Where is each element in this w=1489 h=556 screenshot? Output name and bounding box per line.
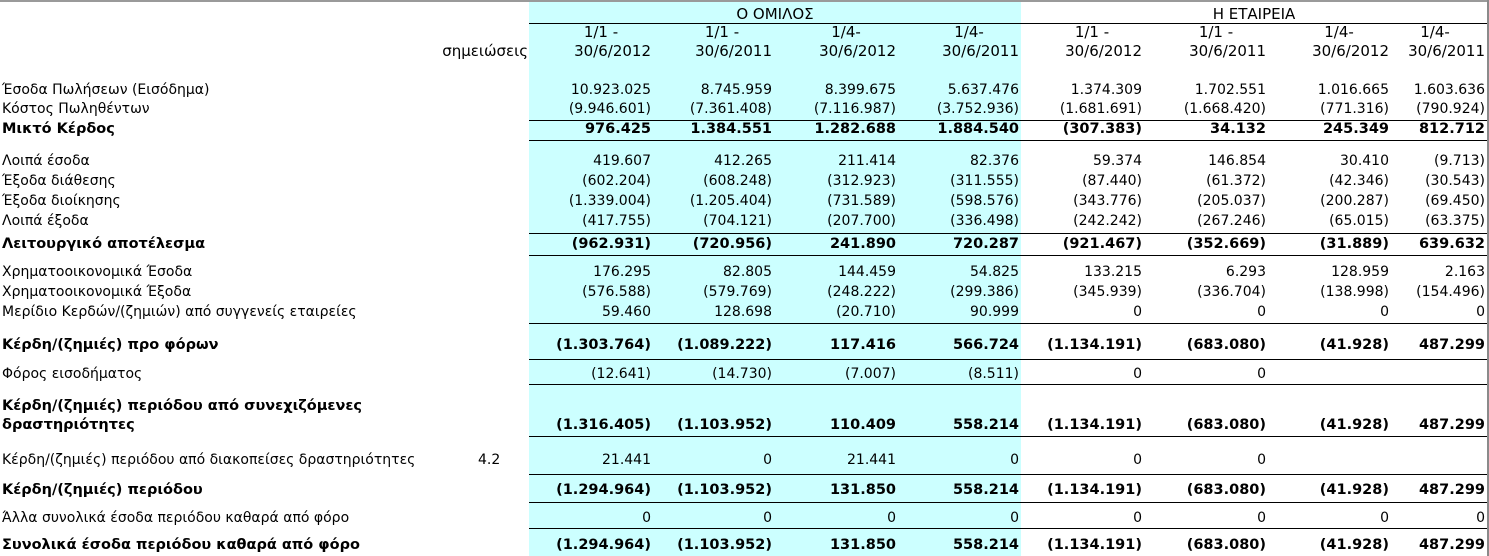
row-value-cell: 10.923.025	[570, 82, 651, 98]
row-value-cell: (138.998)	[1320, 284, 1389, 300]
row-value-cell: 59.374	[1093, 153, 1142, 169]
column-header-line: 30/6/2011	[1408, 42, 1485, 60]
row-value-cell: 0	[763, 510, 772, 526]
row-value-cell: 21.441	[602, 452, 651, 468]
row-value-cell: (1.205.404)	[689, 193, 772, 209]
row-value-cell: (1.134.191)	[1047, 482, 1142, 498]
row-label: Κέρδη/(ζημιές) προ φόρων	[2, 337, 219, 353]
row-value-cell: 0	[1476, 510, 1485, 526]
row-separator-line	[529, 233, 1487, 234]
row-value-cell: 117.416	[829, 337, 896, 353]
row-value-cell: 720.287	[952, 236, 1019, 252]
row-value-cell: (352.669)	[1186, 236, 1266, 252]
row-label: Έσοδα Πωλήσεων (Εισόδημα)	[2, 82, 210, 98]
row-label: Φόρος εισοδήματος	[2, 366, 143, 382]
row-value-cell: 2.163	[1444, 264, 1485, 280]
row-value-cell: 59.460	[602, 304, 651, 320]
group-title: Ο ΟΜΙΛΟΣ	[736, 5, 814, 23]
row-value-cell: (20.710)	[836, 304, 896, 320]
company-title: Η ΕΤΑΙΡΕΙΑ	[1212, 5, 1296, 23]
row-value-cell: 144.459	[838, 264, 896, 280]
row-value-cell: 558.214	[952, 482, 1019, 498]
row-label: Χρηματοοικονομικά Έξοδα	[2, 284, 192, 300]
column-header-line: 30/6/2012	[1065, 42, 1142, 60]
row-value-cell: (790.924)	[1416, 101, 1485, 117]
row-value-cell: 54.825	[970, 264, 1019, 280]
row-value-cell: 1.282.688	[814, 121, 896, 137]
column-header-line: 1/4-	[954, 23, 984, 41]
row-label: Κέρδη/(ζημιές) περιόδου	[2, 482, 203, 498]
row-value-cell: (683.080)	[1186, 537, 1266, 553]
row-value-cell: 812.712	[1418, 121, 1485, 137]
row-value-cell: 558.214	[952, 417, 1019, 433]
row-value-cell: (154.496)	[1416, 284, 1485, 300]
row-separator-line	[529, 384, 1487, 385]
row-value-cell: (42.346)	[1329, 173, 1389, 189]
row-value-cell: 133.215	[1084, 264, 1142, 280]
row-value-cell: (336.498)	[950, 213, 1019, 229]
row-value-cell: 34.132	[1210, 121, 1266, 137]
row-value-cell: 419.607	[593, 153, 651, 169]
row-value-cell: (311.555)	[950, 173, 1019, 189]
row-value-cell: (1.103.952)	[677, 537, 772, 553]
column-header-line: 1/4-	[1324, 23, 1354, 41]
row-value-cell: (598.576)	[950, 193, 1019, 209]
row-value-cell: 0	[887, 510, 896, 526]
row-value-cell: (683.080)	[1186, 482, 1266, 498]
row-value-cell: 566.724	[952, 337, 1019, 353]
row-value-cell: 8.399.675	[824, 82, 896, 98]
row-value-cell: 0	[1010, 510, 1019, 526]
row-value-cell: 0	[1476, 304, 1485, 320]
row-label: Λοιπά έξοδα	[2, 213, 89, 229]
column-header-line: 1/1 -	[1198, 23, 1234, 41]
column-header-line: 1/1 -	[704, 23, 740, 41]
row-value-cell: (608.248)	[703, 173, 772, 189]
column-header-line: 30/6/2011	[942, 42, 1019, 60]
row-label: Άλλα συνολικά έσοδα περιόδου καθαρά από φόρο	[2, 510, 350, 526]
row-value-cell: (207.700)	[827, 213, 896, 229]
row-value-cell: (242.242)	[1073, 213, 1142, 229]
row-value-cell: (576.588)	[582, 284, 651, 300]
row-value-cell: 128.698	[714, 304, 772, 320]
row-value-cell: 0	[1257, 304, 1266, 320]
row-value-cell: 0	[1133, 452, 1142, 468]
row-value-cell: (345.939)	[1073, 284, 1142, 300]
row-value-cell: 82.376	[970, 153, 1019, 169]
row-value-cell: 5.637.476	[947, 82, 1019, 98]
row-value-cell: 0	[1133, 366, 1142, 382]
row-note-ref: 4.2	[478, 452, 501, 468]
row-separator-line	[529, 502, 1487, 503]
row-value-cell: (1.681.691)	[1059, 101, 1142, 117]
row-value-cell: (683.080)	[1186, 417, 1266, 433]
row-value-cell: 176.295	[593, 264, 651, 280]
row-label: Έξοδα διάθεσης	[2, 173, 116, 189]
row-value-cell: (41.928)	[1319, 482, 1389, 498]
row-label: Χρηματοοικονομικά Έσοδα	[2, 264, 193, 280]
row-value-cell: 558.214	[952, 537, 1019, 553]
row-value-cell: (8.511)	[967, 366, 1019, 382]
row-value-cell: 131.850	[829, 537, 896, 553]
row-value-cell: 131.850	[829, 482, 896, 498]
row-value-cell: (921.467)	[1062, 236, 1142, 252]
notes-column-header: σημειώσεις	[442, 42, 528, 60]
row-value-cell: (602.204)	[582, 173, 651, 189]
column-header-line: 30/6/2012	[574, 42, 651, 60]
row-value-cell: 30.410	[1340, 153, 1389, 169]
row-value-cell: (771.316)	[1320, 101, 1389, 117]
row-value-cell: (1.134.191)	[1047, 337, 1142, 353]
row-value-cell: 128.959	[1331, 264, 1389, 280]
row-label: Κέρδη/(ζημιές) περιόδου από συνεχιζόμενες	[2, 398, 363, 414]
column-header-line: 30/6/2012	[819, 42, 896, 60]
row-value-cell: (267.246)	[1197, 213, 1266, 229]
row-value-cell: (65.015)	[1329, 213, 1389, 229]
row-value-cell: 110.409	[829, 417, 896, 433]
row-value-cell: 0	[1010, 452, 1019, 468]
row-separator-line	[529, 359, 1487, 360]
row-label: Λειτουργικό αποτέλεσμα	[2, 236, 206, 252]
row-value-cell: 8.745.959	[700, 82, 772, 98]
row-value-cell: (1.339.004)	[568, 193, 651, 209]
column-header-line: 1/1 -	[583, 23, 619, 41]
row-value-cell: (1.103.952)	[677, 417, 772, 433]
row-label-continued: δραστηριότητες	[2, 417, 135, 433]
row-value-cell: (41.928)	[1319, 537, 1389, 553]
row-value-cell: (61.372)	[1206, 173, 1266, 189]
row-value-cell: (579.769)	[703, 284, 772, 300]
row-value-cell: (7.361.408)	[689, 101, 772, 117]
row-label: Συνολικά έσοδα περιόδου καθαρά από φόρο	[2, 537, 360, 553]
row-value-cell: 0	[1133, 510, 1142, 526]
row-value-cell: 1.702.551	[1194, 82, 1266, 98]
row-value-cell: (1.134.191)	[1047, 417, 1142, 433]
row-value-cell: (9.713)	[1433, 153, 1485, 169]
row-separator-line	[529, 474, 1487, 475]
row-separator-line	[529, 323, 1487, 324]
row-value-cell: 0	[1257, 510, 1266, 526]
row-value-cell: (1.294.964)	[556, 537, 651, 553]
row-value-cell: 639.632	[1418, 236, 1485, 252]
row-value-cell: (1.303.764)	[556, 337, 651, 353]
row-value-cell: (12.641)	[591, 366, 651, 382]
row-value-cell: (962.931)	[571, 236, 651, 252]
row-value-cell: 211.414	[838, 153, 896, 169]
row-separator-line	[529, 140, 1487, 141]
column-header-line: 30/6/2012	[1312, 42, 1389, 60]
row-value-cell: 1.884.540	[937, 121, 1019, 137]
row-value-cell: 0	[1257, 366, 1266, 382]
column-header-line: 30/6/2011	[695, 42, 772, 60]
row-value-cell: 0	[763, 452, 772, 468]
row-value-cell: 0	[1133, 304, 1142, 320]
row-value-cell: 0	[1380, 510, 1389, 526]
row-value-cell: 21.441	[847, 452, 896, 468]
row-value-cell: (731.589)	[827, 193, 896, 209]
column-header-line: 30/6/2011	[1189, 42, 1266, 60]
row-value-cell: (312.923)	[827, 173, 896, 189]
row-value-cell: (63.375)	[1425, 213, 1485, 229]
row-value-cell: (299.386)	[950, 284, 1019, 300]
row-value-cell: 1.374.309	[1070, 82, 1142, 98]
row-value-cell: (87.440)	[1082, 173, 1142, 189]
row-value-cell: 1.384.551	[690, 121, 772, 137]
row-value-cell: (336.704)	[1197, 284, 1266, 300]
row-separator-line	[529, 436, 1487, 437]
row-value-cell: (720.956)	[692, 236, 772, 252]
row-value-cell: (1.134.191)	[1047, 537, 1142, 553]
row-value-cell: 1.603.636	[1413, 82, 1485, 98]
row-value-cell: (41.928)	[1319, 337, 1389, 353]
row-value-cell: (1.103.952)	[677, 482, 772, 498]
row-value-cell: (1.668.420)	[1183, 101, 1266, 117]
row-value-cell: 0	[1380, 304, 1389, 320]
row-value-cell: 146.854	[1208, 153, 1266, 169]
row-value-cell: (1.089.222)	[677, 337, 772, 353]
row-label: Κόστος Πωληθέντων	[2, 101, 150, 117]
row-value-cell: (200.287)	[1320, 193, 1389, 209]
row-value-cell: (248.222)	[827, 284, 896, 300]
row-value-cell: (3.752.936)	[936, 101, 1019, 117]
row-value-cell: 412.265	[714, 153, 772, 169]
row-value-cell: (9.946.601)	[568, 101, 651, 117]
column-header-line: 1/4-	[831, 23, 861, 41]
column-header-line: 1/4-	[1420, 23, 1450, 41]
row-value-cell: 241.890	[829, 236, 896, 252]
row-value-cell: (205.037)	[1197, 193, 1266, 209]
row-value-cell: (683.080)	[1186, 337, 1266, 353]
row-separator-line	[529, 528, 1487, 529]
top-edge	[0, 0, 1489, 2]
row-value-cell: (7.116.987)	[813, 101, 896, 117]
row-value-cell: 1.016.665	[1317, 82, 1389, 98]
row-value-cell: 487.299	[1418, 482, 1485, 498]
row-value-cell: (14.730)	[712, 366, 772, 382]
row-label: Μικτό Κέρδος	[2, 121, 115, 137]
row-value-cell: (41.928)	[1319, 417, 1389, 433]
row-value-cell: (30.543)	[1425, 173, 1485, 189]
row-value-cell: (307.383)	[1062, 121, 1142, 137]
row-label: Κέρδη/(ζημιές) περιόδου από διακοπείσες δραστηριότητες	[2, 452, 416, 468]
row-value-cell: 82.805	[723, 264, 772, 280]
row-label: Λοιπά έσοδα	[2, 153, 90, 169]
row-value-cell: 6.293	[1225, 264, 1266, 280]
row-value-cell: (69.450)	[1425, 193, 1485, 209]
row-label: Μερίδιο Κερδών/(ζημιών) από συγγενείς εταιρείες	[2, 304, 357, 320]
row-value-cell: (7.007)	[844, 366, 896, 382]
row-value-cell: 0	[1257, 452, 1266, 468]
row-separator-line	[529, 255, 1487, 256]
row-value-cell: 0	[642, 510, 651, 526]
row-value-cell: (1.316.405)	[556, 417, 651, 433]
row-value-cell: 487.299	[1418, 337, 1485, 353]
row-label: Έξοδα διοίκησης	[2, 193, 121, 209]
row-value-cell: 487.299	[1418, 537, 1485, 553]
row-value-cell: (1.294.964)	[556, 482, 651, 498]
row-value-cell: (343.776)	[1073, 193, 1142, 209]
row-value-cell: 245.349	[1322, 121, 1389, 137]
row-value-cell: 487.299	[1418, 417, 1485, 433]
row-value-cell: (417.755)	[582, 213, 651, 229]
row-value-cell: 976.425	[584, 121, 651, 137]
row-value-cell: (704.121)	[703, 213, 772, 229]
column-header-line: 1/1 -	[1074, 23, 1110, 41]
row-value-cell: 90.999	[970, 304, 1019, 320]
row-value-cell: (31.889)	[1319, 236, 1389, 252]
